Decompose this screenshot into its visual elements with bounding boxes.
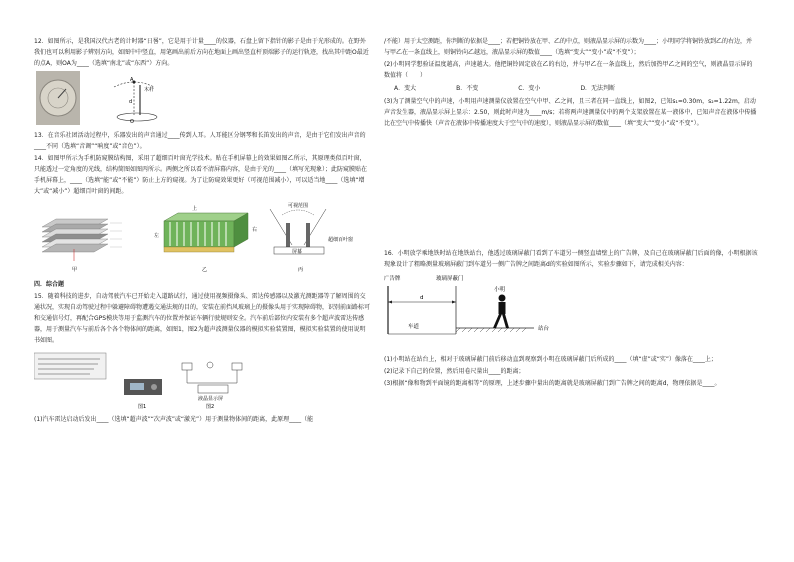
option-b: B．不变: [456, 85, 479, 92]
question-15-part-3: (3)为了测量空气中的声速，小明用声速测量仪放置在空气中甲、乙之间，且三者在同一直线上，如图2，已知s₁=0.30m，s₂=1.22m，启动声音发生器，液晶显示屏上显示：2.50，则此时声速为____m/s；若将两声速测量仪中的两个支架放置在某一液体中，已知声音在液体中传播比在空气中传播快（声音在液体中传播速度大于空气中的速度），则液晶显示屏的数值____（填“变大”“变小”或“不变”）。: [384, 98, 757, 127]
privacy-film-svg: [34, 201, 370, 275]
louver-diagram: [270, 209, 326, 254]
lane-label: 车道: [408, 324, 420, 330]
option-a: A．变大: [394, 85, 417, 92]
left-column: [34, 36, 370, 426]
subway-svg: [384, 272, 758, 352]
question-16-part-1: (1)小明站在站台上，相对于玻璃屏蔽门前后移动直到观察到小明在玻璃屏蔽门后所成的____（填“虚”或“实”）像落在____上；: [384, 356, 717, 363]
distance-d-label: d: [420, 295, 424, 301]
instruction-card: [34, 353, 106, 379]
louver-label: 超细百叶窗: [328, 237, 354, 243]
figure-bing-label: 丙: [298, 267, 304, 273]
figure-jia-label: 甲: [72, 267, 78, 273]
privacy-film-figure: [34, 201, 370, 275]
screen-door-label: 玻璃屏蔽门: [436, 276, 464, 282]
point-a-label: A: [130, 77, 134, 83]
distance-label: d: [129, 99, 133, 105]
view-range-label: 可视范围: [288, 203, 309, 209]
sundial-svg: [36, 71, 186, 127]
sensor-diagram: [182, 362, 242, 393]
sundial-figure: [36, 71, 370, 127]
question-12: 12．如图所示，是我国汉代古老的计时器“日晷”，它是用于计量____的仪器，石盘上留下指针的影子是由于光形成的。在野外我们也可以利用影子辨别方向，如图中中竖直，用笔画出前后方向在地面上画出竖直杆顶端影子的运行轨迹，找出其中距O最近的点A，则OA为____（选填“南北”或“东西”）方向。: [34, 38, 369, 67]
stick-label: 木杆: [144, 87, 155, 93]
spacer: [384, 130, 758, 248]
direction-left-label: 左: [154, 233, 160, 239]
right-column: [384, 36, 758, 390]
section-4-title: 四．综合题: [34, 281, 65, 288]
question-15-part-1: (1)汽车雷达启动后发出____（选填“超声波”“次声波”或“激光”）用于测量物体间的距离，此原理____（能: [34, 416, 314, 423]
person-icon: [493, 295, 509, 329]
question-14: 14．如图甲所示为手机防窥膜结构图，采用了超细百叶窗光学技术。贴在手机屏幕上的效果如图乙所示，其原理类似百叶窗，只能透过一定角度的光线，结构简图如图丙所示。两侧之所以看不清屏幕内容，是由于光的____（填写光现象）；此防窥膜贴在手机屏幕上，____（选填“能”或“不能”）防止上方的窥视。为了让防窥效果更好（可视范围减小），可以适当地____（选填“增大”或“减小”）超细百叶窗的间距。: [34, 155, 368, 195]
question-16-part-3: (3)根据“像和物到平面镜的距离相等”的原理，上述步骤中量出的距离就是玻璃屏蔽门到广告牌之间的距离d，物理依据是____。: [384, 380, 721, 387]
subway-figure: [384, 272, 758, 352]
question-13: 13．在音乐社团活动过程中，乐器发出的声音通过____传到人耳。人耳能区分钢琴和长笛发出的声音，是由于它们发出声音的____不同（选填“音调”“响度”或“音色”）。: [34, 132, 366, 150]
louver-block: [164, 213, 248, 252]
question-16-part-2: (2)记录下自己的位置，然后用卷尺量出____的距离；: [384, 368, 525, 375]
billboard-label: 广告牌: [384, 276, 401, 282]
direction-right-label: 右: [252, 227, 258, 233]
figure-yi-label: 乙: [202, 267, 208, 273]
film-layers: [42, 219, 122, 261]
options-row: [384, 83, 758, 94]
platform-label: 站台: [538, 326, 550, 332]
screen-label: 屏幕: [292, 249, 303, 255]
ultrasonic-svg: [34, 349, 370, 411]
lcd-display: [198, 385, 228, 393]
point-o-label: O: [130, 119, 134, 125]
question-15-part-2: (2)小明同学想验证温度越高，声速越大。他把铜铃固定放在乙的右边，并与甲乙在一条直线上，然后加热甲乙之间的空气，则液晶显示屏的数值将（ ）: [384, 61, 753, 79]
question-15: 15．随着科技的进步，自动驾驶汽车已开始走入道路试行，通过使用视频摄像头、雷达传感器以及激光测距器等了解周围的交通状况，实现自动驾驶过程中躲避障碍物遭遇交通法规的目的，安装在前挡风玻璃上的摄像头用于实现障碍物，识别前面路标可和交通信号灯，再配合GPS模块等用于监测汽车的位置并保证车辆行驶规则安全。汽车前后部位内安装有多个超声波雷达传感器，用于测量汽车与前后各个各个物体间的距离，如图1，图2为超声波测量仪器的模拟实验装置图，模拟实验装置的使用说明书如图。: [34, 293, 371, 344]
option-d: D．无法判断: [580, 85, 616, 92]
question-15-part-1-end: /不能）用于太空测距，你判断的依据是____；若把铜铃放在甲、乙的中点，则液晶显示屏的示数为____；小明同学将铜铃放到乙的右边，并与甲乙在一条直线上，则铜铃向乙越远，液晶显示屏的数值____（选填“变大”“变小”或“不变”）；: [384, 38, 753, 56]
figure-2-label: 图2: [206, 404, 215, 410]
figure-1-label: 图1: [138, 404, 147, 410]
display-label: 液晶显示屏: [198, 396, 224, 402]
question-16: 16．小明放学乘地铁时站在地铁站台，他透过玻璃屏蔽门看到了车道另一侧竖直墙壁上的广告牌，及自己在玻璃屏蔽门后面的像，小明根据该现象设计了粗略测量玻璃屏蔽门到车道另一侧广告牌之间距离d的实验如图所示，实验步骤如下，请完成相关内容：: [384, 250, 758, 268]
xiaoming-label: 小明: [494, 287, 506, 293]
direction-up-label: 上: [192, 206, 198, 212]
option-c: C．变小: [518, 85, 541, 92]
ultrasonic-figure: [34, 349, 370, 411]
